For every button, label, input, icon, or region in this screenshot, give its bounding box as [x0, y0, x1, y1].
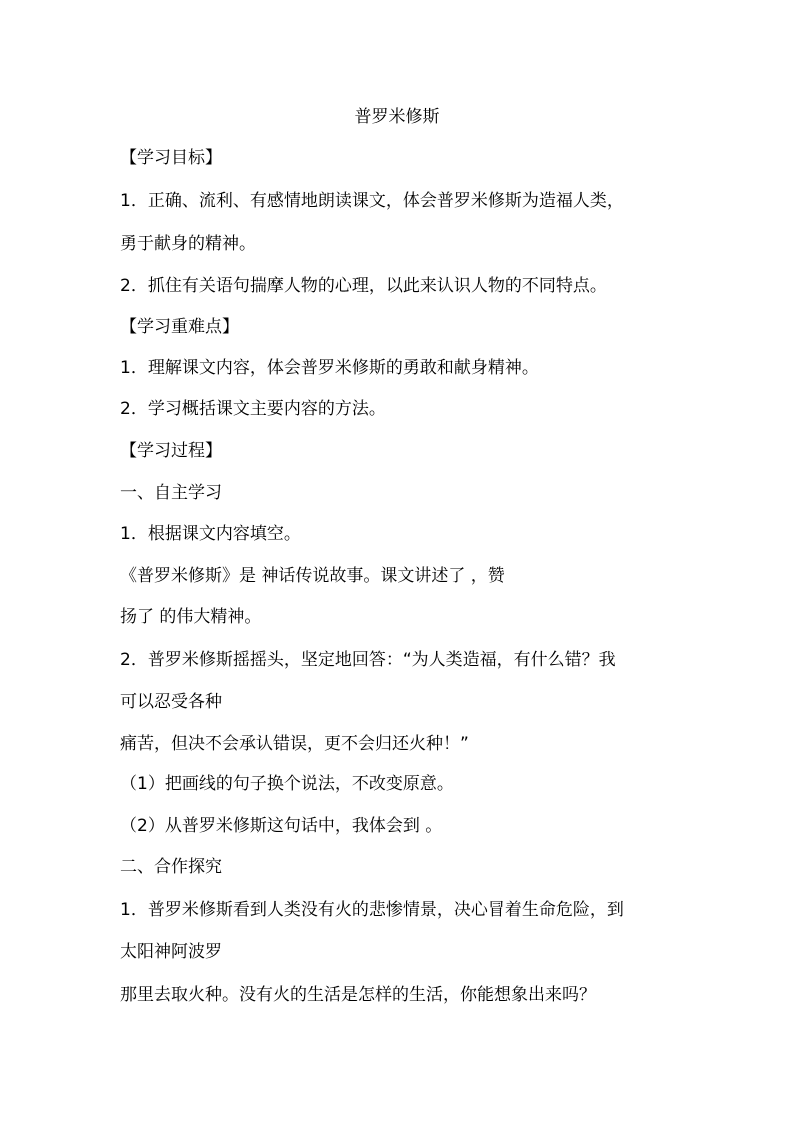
goal-item-2: 2．抓住有关语句揣摩人物的心理，以此来认识人物的不同特点。	[120, 276, 607, 296]
goal-item-1-continued: 勇于献身的精神。	[120, 234, 256, 254]
exercise-1-prompt: 1．根据课文内容填空。	[120, 524, 301, 544]
inquiry-1-line-1: 1．普罗米修斯看到人类没有火的悲惨情景，决心冒着生命危险，到	[120, 900, 624, 920]
key-point-item-1: 1．理解课文内容，体会普罗米修斯的勇敢和献身精神。	[120, 358, 539, 378]
subsection-heading-cooperative-inquiry: 二、合作探究	[120, 857, 222, 877]
subsection-heading-self-study: 一、自主学习	[120, 483, 222, 503]
inquiry-1-line-2: 太阳神阿波罗	[120, 942, 222, 962]
section-heading-learning-goals: 【学习目标】	[120, 148, 222, 168]
fill-in-sentence-line-2: 扬了 的伟大精神。	[120, 607, 262, 627]
section-heading-learning-process: 【学习过程】	[120, 441, 222, 461]
fill-in-sentence-line-1: 《普罗米修斯》是 神话传说故事。课文讲述了 ，赞	[120, 566, 505, 586]
document-title: 普罗米修斯	[354, 107, 440, 127]
goal-item-1: 1．正确、流利、有感情地朗读课文，体会普罗米修斯为造福人类，	[120, 191, 624, 211]
exercise-2-question-1: （1）把画线的句子换个说法，不改变原意。	[120, 774, 454, 794]
exercise-2-quote-line-2: 可以忍受各种	[120, 692, 222, 712]
section-heading-key-points: 【学习重难点】	[120, 317, 239, 337]
key-point-item-2: 2．学习概括课文主要内容的方法。	[120, 399, 386, 419]
inquiry-1-line-3: 那里去取火种。没有火的生活是怎样的生活，你能想象出来吗？	[120, 985, 596, 1005]
exercise-2-question-2: （2）从普罗米修斯这句话中，我体会到 。	[120, 816, 443, 836]
exercise-2-quote-line-3: 痛苦，但决不会承认错误，更不会归还火种！”	[120, 734, 469, 754]
exercise-2-quote-line-1: 2．普罗米修斯摇摇头，坚定地回答：“为人类造福，有什么错？我	[120, 650, 616, 670]
